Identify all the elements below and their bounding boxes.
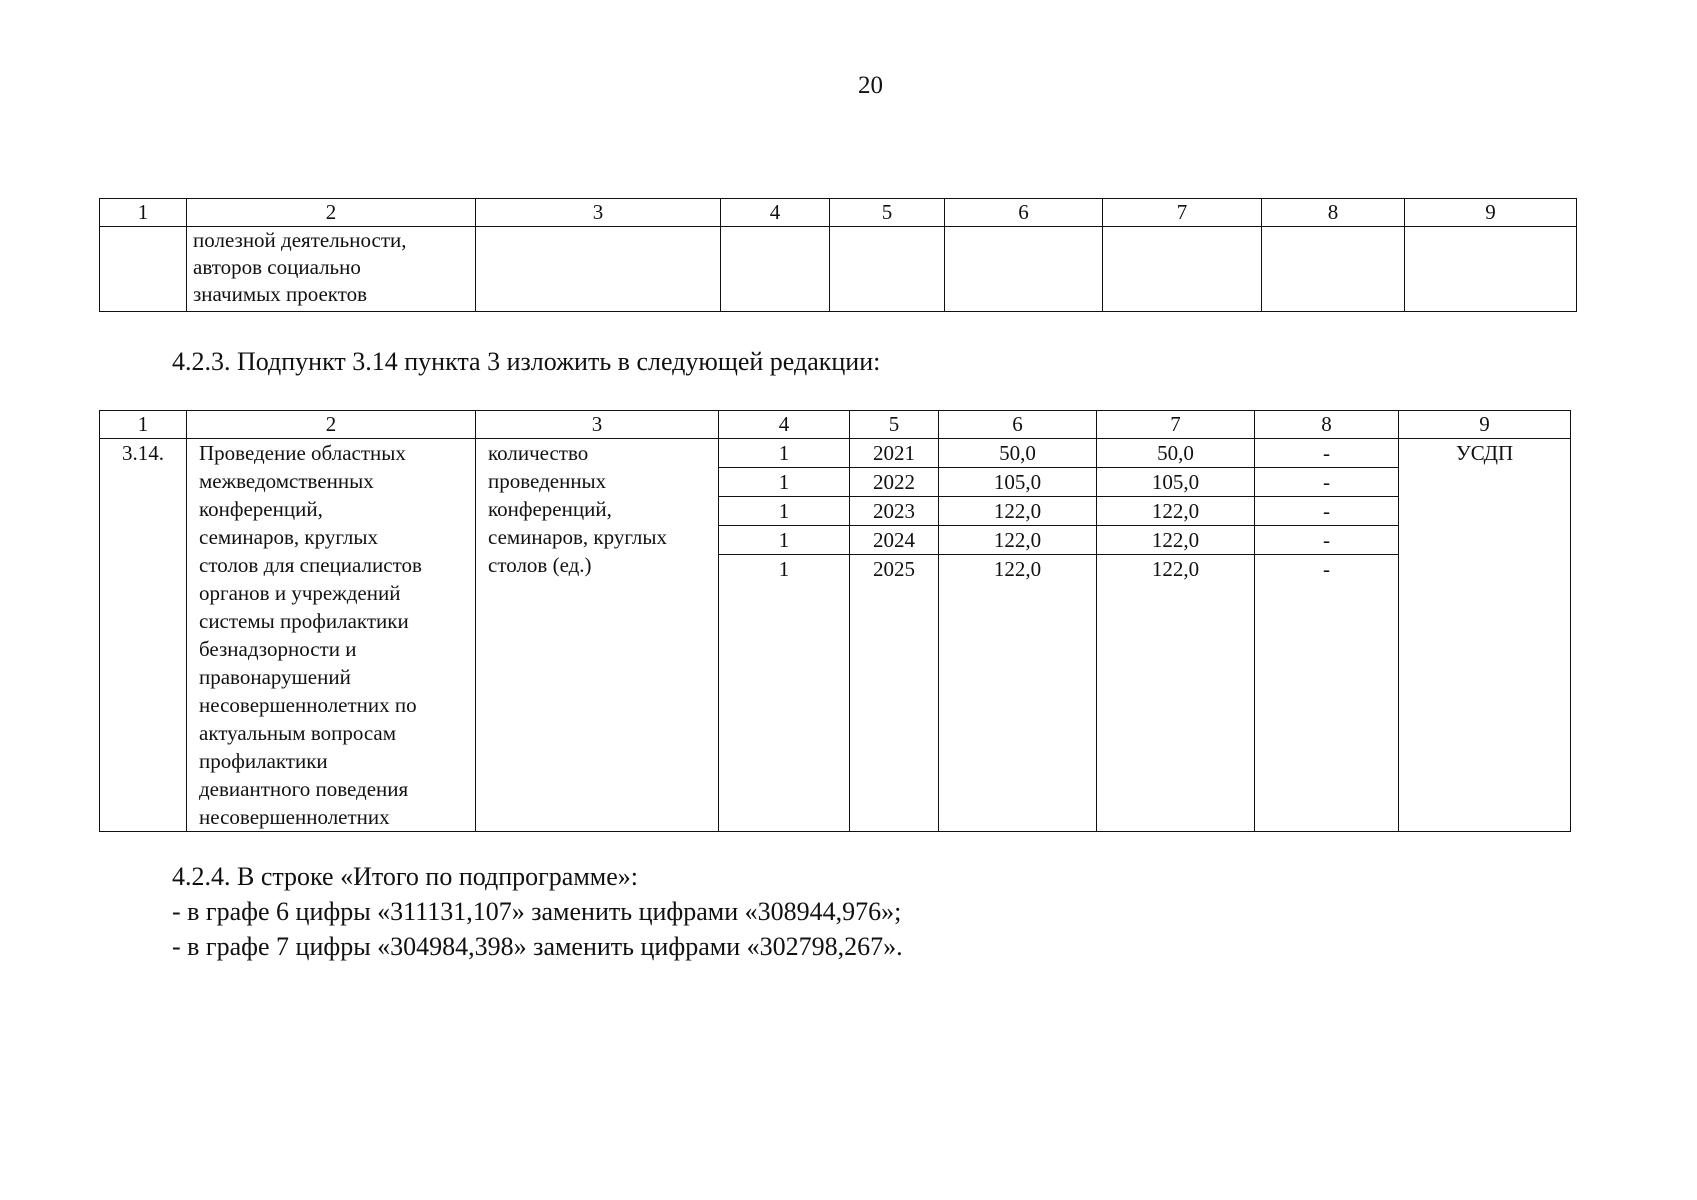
header-cell: 8 (1255, 411, 1399, 439)
header-cell: 3 (476, 411, 719, 439)
header-cell: 6 (945, 199, 1103, 227)
table-header-row (100, 411, 1571, 439)
header-cell: 4 (721, 199, 830, 227)
continuation-table (99, 198, 1577, 312)
text-line: несовершеннолетних (199, 805, 390, 829)
header-cell: 4 (719, 411, 850, 439)
text-line: семинаров, круглых (488, 525, 667, 549)
year-cell: 2023 (850, 497, 938, 526)
value-cell: - (1255, 497, 1398, 526)
text-line: безнадзорности и (199, 637, 357, 661)
text-line: семинаров, круглых (199, 525, 378, 549)
year-cell: 2021 (850, 439, 938, 468)
table-cell (1262, 227, 1405, 312)
text-line: конференций, (199, 497, 323, 521)
value-column-6 (939, 439, 1097, 832)
text-line: системы профилактики (199, 609, 409, 633)
item-3-14-table (99, 410, 1571, 832)
paragraph-4-2-3: 4.2.3. Подпункт 3.14 пункта 3 изложить в следующей редакции: (172, 347, 881, 376)
text-line: столов (ед.) (488, 553, 592, 577)
text-line: полезной деятельности, (193, 228, 407, 252)
header-cell: 3 (476, 199, 721, 227)
value-cell: 50,0 (1097, 439, 1254, 468)
table-header-row (100, 199, 1577, 227)
value-column-8 (1255, 439, 1399, 832)
paragraph-4-2-4 (172, 859, 903, 964)
header-cell: 2 (187, 411, 476, 439)
text-line: - в графе 6 цифры «311131,107» заменить цифрами «308944,976»; (172, 897, 902, 926)
text-line: девиантного поведения (199, 777, 409, 801)
header-cell: 6 (939, 411, 1097, 439)
page-number: 20 (858, 72, 883, 99)
text-line: межведомственных (199, 469, 374, 493)
table-row (100, 439, 1571, 832)
header-cell: 5 (830, 199, 945, 227)
header-cell: 1 (100, 199, 187, 227)
text-line: 4.2.4. В строке «Итого по подпрограмме»: (172, 862, 638, 891)
text-line: профилактики (199, 749, 328, 773)
year-cell: 2024 (850, 526, 938, 555)
table-cell (721, 227, 830, 312)
value-cell: 1 (778, 557, 790, 581)
table-cell (1405, 227, 1577, 312)
header-cell: 7 (1103, 199, 1262, 227)
header-cell: 7 (1097, 411, 1255, 439)
table-cell (476, 227, 721, 312)
text-line: актуальным вопросам (199, 721, 397, 745)
table-cell (100, 227, 187, 312)
header-cell: 1 (100, 411, 187, 439)
value-cell: 1 (719, 439, 849, 468)
value-cell: 122,0 (993, 557, 1042, 581)
header-cell: 9 (1405, 199, 1577, 227)
value-cell: 1 (719, 468, 849, 497)
text-line: количество (488, 441, 589, 465)
item-number-cell: 3.14. (100, 439, 187, 832)
text-line: конференций, (488, 497, 612, 521)
indicator-cell (476, 439, 719, 832)
value-cell: 105,0 (939, 468, 1096, 497)
text-line: органов и учреждений (199, 581, 401, 605)
value-cell: 122,0 (1097, 526, 1254, 555)
table-cell (945, 227, 1103, 312)
value-cell: 105,0 (1097, 468, 1254, 497)
text-line: авторов социально (193, 255, 361, 279)
text-line: столов для специалистов (199, 553, 422, 577)
header-cell: 2 (187, 199, 476, 227)
table-cell-description (187, 227, 476, 312)
value-column-7 (1097, 439, 1255, 832)
value-cell: 122,0 (939, 526, 1096, 555)
text-line: - в графе 7 цифры «304984,398» заменить цифрами «302798,267». (172, 932, 903, 961)
value-cell: 122,0 (939, 497, 1096, 526)
value-cell: 1 (719, 497, 849, 526)
text-line: проведенных (488, 469, 607, 493)
value-cell: 122,0 (1151, 557, 1200, 581)
table-row (100, 227, 1577, 312)
value-cell: - (1255, 526, 1398, 555)
year-cell: 2022 (850, 468, 938, 497)
value-cell: - (1323, 557, 1330, 581)
header-cell: 8 (1262, 199, 1405, 227)
header-cell: 9 (1399, 411, 1571, 439)
table-cell (830, 227, 945, 312)
text-line: несовершеннолетних по (199, 693, 417, 717)
item-description-cell (187, 439, 476, 832)
value-cell: - (1255, 468, 1398, 497)
value-column-4 (719, 439, 850, 832)
year-cell: 2025 (873, 557, 915, 581)
text-line: правонарушений (199, 665, 351, 689)
value-cell: - (1255, 439, 1398, 468)
value-cell: 50,0 (939, 439, 1096, 468)
header-cell: 5 (850, 411, 939, 439)
text-line: значимых проектов (193, 282, 368, 306)
executor-cell: УСДП (1399, 439, 1571, 832)
value-cell: 122,0 (1097, 497, 1254, 526)
text-line: Проведение областных (199, 441, 406, 465)
value-cell: 1 (719, 526, 849, 555)
table-cell (1103, 227, 1262, 312)
year-column (850, 439, 939, 832)
